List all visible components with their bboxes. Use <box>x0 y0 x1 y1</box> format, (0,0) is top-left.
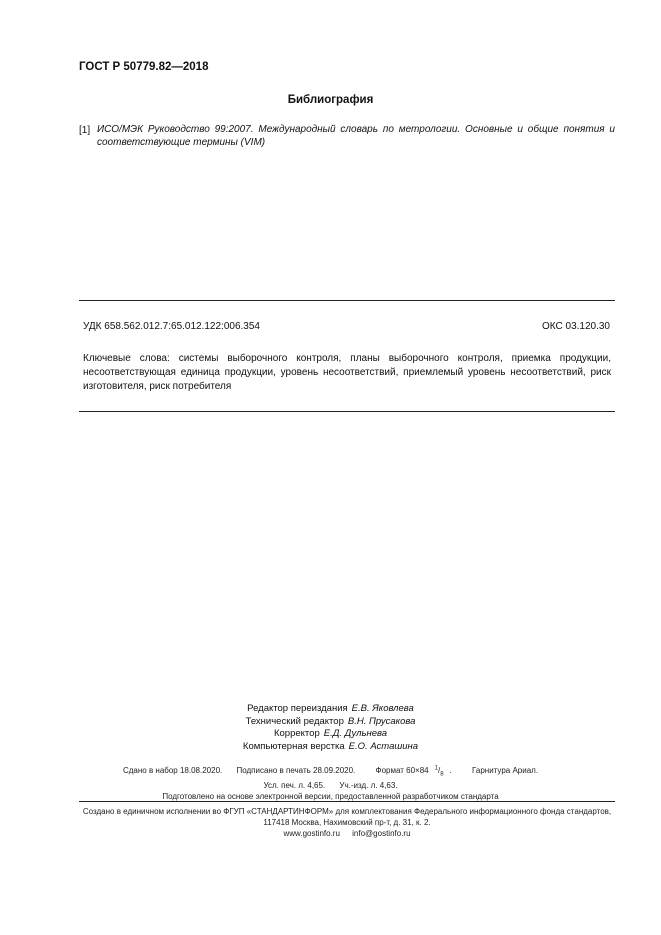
email-link[interactable]: info@gostinfo.ru <box>352 829 411 838</box>
bibliography-title: Библиография <box>287 94 374 106</box>
footer-created: Создано в единичном исполнении во ФГУП «СТАНДАРТИНФОРМ» для комплектования Федерального информационного фонда стандартов, 117418 Москва, Нахимовский пр-т, д. 31, к. 2. <box>82 807 612 827</box>
reference-text: ИСО/МЭК Руководство 99:2007. Международный словарь по метрологии. Основные и общие понятия и соответствующие термины (VIM) <box>97 124 615 148</box>
top-divider <box>79 300 615 301</box>
credit-name: Е.О. Асташина <box>348 740 419 752</box>
credit-line <box>0 703 661 716</box>
keywords-text: Ключевые слова: системы выборочного контроля, планы выборочного контроля, приемка продукции, несоответствующая единица продукции, уровень несоответствий, приемлемый уровень несоответствий, риск изготовителя, риск потребителя <box>83 353 611 392</box>
credit-name: Е.Д. Дульнева <box>323 728 388 739</box>
footer-divider <box>79 801 615 802</box>
footer <box>79 806 615 839</box>
submitted-date: Сдано в набор 18.08.2020. <box>122 765 223 775</box>
oks-code: ОКС 03.120.30 <box>542 321 610 332</box>
bottom-divider <box>79 411 615 412</box>
print-info-line-2 <box>0 780 661 791</box>
footer-contacts <box>79 828 615 839</box>
credit-role: Корректор <box>273 728 320 739</box>
credit-line <box>0 741 661 754</box>
publisher-sheets: Уч.-изд. л. 4,63. <box>339 781 398 791</box>
credit-line <box>0 716 661 729</box>
prepared-note: Подготовлено на основе электронной версии, предоставленной разработчиком стандарта <box>162 792 499 802</box>
print-info-line-1 <box>0 763 661 780</box>
print-info <box>0 763 661 802</box>
website-link[interactable]: www.gostinfo.ru <box>283 829 340 838</box>
print-sheets: Усл. печ. л. 4,65. <box>263 781 326 791</box>
reference-number: [1] <box>79 125 91 136</box>
typeface: Гарнитура Ариал. <box>472 765 539 775</box>
signed-date: Подписано в печать 28.09.2020. <box>236 765 356 775</box>
credit-line <box>0 728 661 741</box>
credit-name: Е.В. Яковлева <box>351 703 414 714</box>
paper-format: Формат 60×84 $^1/_8$ . <box>375 765 452 778</box>
standard-number: ГОСТ Р 50779.82—2018 <box>79 61 209 73</box>
credit-role: Технический редактор <box>245 715 344 727</box>
udk-code: УДК 658.562.012.7:65.012.122:006.354 <box>83 321 260 332</box>
credits-block <box>0 703 661 753</box>
credit-role: Редактор переиздания <box>247 703 348 714</box>
credit-name: В.Н. Прусакова <box>347 715 416 727</box>
credit-role: Компьютерная верстка <box>242 740 345 752</box>
